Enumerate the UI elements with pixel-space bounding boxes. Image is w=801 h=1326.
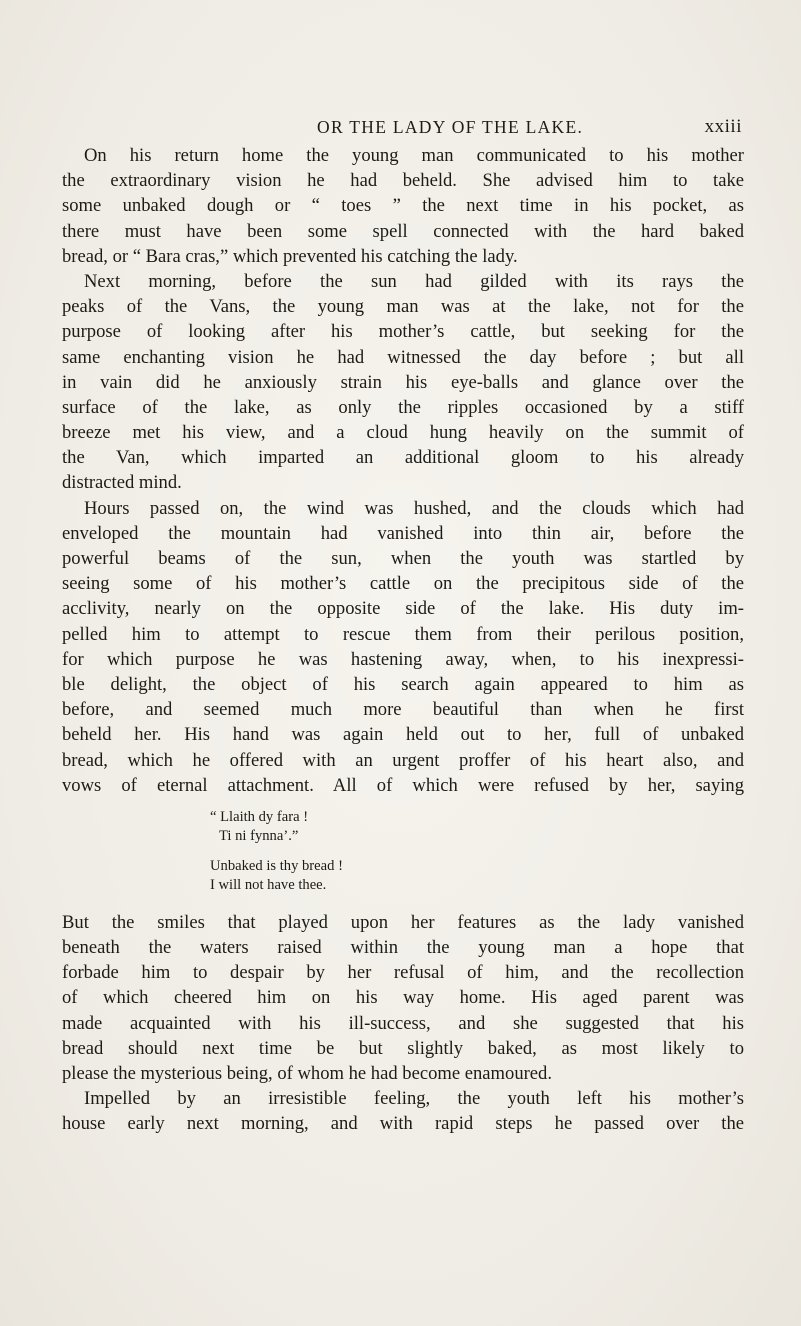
text-line: Impelled by an irresistible feeling, the youth left his mother’s xyxy=(84,1088,744,1110)
text-line: powerful beams of the sun, when the youth was startled by xyxy=(62,548,744,569)
text-line: enveloped the mountain had vanished into thin air, before the xyxy=(62,522,744,544)
text-line: ble delight, the object of his search again appeared to him as xyxy=(62,673,744,695)
verse-line-welsh: Ti ni fynna’.” xyxy=(219,828,299,845)
verse-gap xyxy=(210,847,744,857)
verse-line-english: Unbaked is thy bread ! xyxy=(210,857,343,874)
paragraph-2 xyxy=(62,269,744,496)
text-line: purpose of looking after his mother’s cattle, but seeking for the xyxy=(62,321,744,343)
text-line: surface of the lake, as only the ripples occasioned by a stiff xyxy=(62,396,744,418)
text-line: vows of eternal attachment. All of which were refused by her, saying xyxy=(62,774,744,796)
text-line: house early next morning, and with rapid steps he passed over the xyxy=(62,1113,744,1135)
text-line: there must have been some spell connected with the hard baked xyxy=(62,220,744,242)
text-line: same enchanting vision he had witnessed the day before ; but all xyxy=(62,346,744,368)
text-line: for which purpose he was hastening away, when, to his inexpressi- xyxy=(62,648,744,670)
text-line: pelled him to attempt to rescue them from their perilous position, xyxy=(62,623,744,645)
text-line: distracted mind. xyxy=(62,472,182,494)
text-line: Next morning, before the sun had gilded with its rays the xyxy=(84,270,744,292)
running-head xyxy=(62,117,742,143)
verse-line-welsh: “ Llaith dy fara ! xyxy=(210,808,309,825)
text-line: bread, which he offered with an urgent proffer of his heart also, and xyxy=(62,749,744,771)
text-line: forbade him to despair by her refusal of him, and the recollection xyxy=(62,962,744,984)
text-line: beheld her. His hand was again held out to her, full of unbaked xyxy=(62,724,744,746)
verse-quote xyxy=(210,808,744,896)
text-line: of which cheered him on his way home. His aged parent was xyxy=(62,987,744,1009)
paragraph-3 xyxy=(62,496,744,798)
text-line: peaks of the Vans, the young man was at the lake, not for the xyxy=(62,296,744,318)
text-line: the Van, which imparted an additional gloom to his already xyxy=(62,447,744,469)
text-line: in vain did he anxiously strain his eye-balls and glance over the xyxy=(62,371,744,393)
text-line: acclivity, nearly on the opposite side of the lake. His duty im- xyxy=(62,598,744,620)
text-line: bread, or “ Bara cras,” which prevented his catching the lady. xyxy=(62,245,518,267)
text-line: Hours passed on, the wind was hushed, and the clouds which had xyxy=(84,497,744,519)
text-line: On his return home the young man communicated to his mother xyxy=(84,145,744,166)
text-line: beneath the waters raised within the young man a hope that xyxy=(62,937,744,959)
text-line: some unbaked dough or “ toes ” the next time in his pocket, as xyxy=(62,195,744,217)
body-text xyxy=(62,143,744,1137)
paragraph-1 xyxy=(62,143,744,269)
text-line: breeze met his view, and a cloud hung heavily on the summit of xyxy=(62,422,744,444)
paragraph-5 xyxy=(62,1086,744,1136)
running-title: OR THE LADY OF THE LAKE. xyxy=(317,117,584,137)
page-number: xxiii xyxy=(704,116,742,137)
text-line: before, and seemed much more beautiful than when he first xyxy=(62,699,744,721)
text-line: bread should next time be but slightly baked, as most likely to xyxy=(62,1037,744,1059)
text-line: seeing some of his mother’s cattle on the precipitous side of the xyxy=(62,573,744,595)
text-line: the extraordinary vision he had beheld. She advised him to take xyxy=(62,170,744,192)
verse-line-english: I will not have thee. xyxy=(210,877,327,894)
text-line: made acquainted with his ill-success, and she suggested that his xyxy=(62,1012,744,1034)
paragraph-4 xyxy=(62,910,744,1086)
text-line: please the mysterious being, of whom he had become enamoured. xyxy=(62,1063,553,1084)
text-line: But the smiles that played upon her features as the lady vanished xyxy=(62,911,744,933)
